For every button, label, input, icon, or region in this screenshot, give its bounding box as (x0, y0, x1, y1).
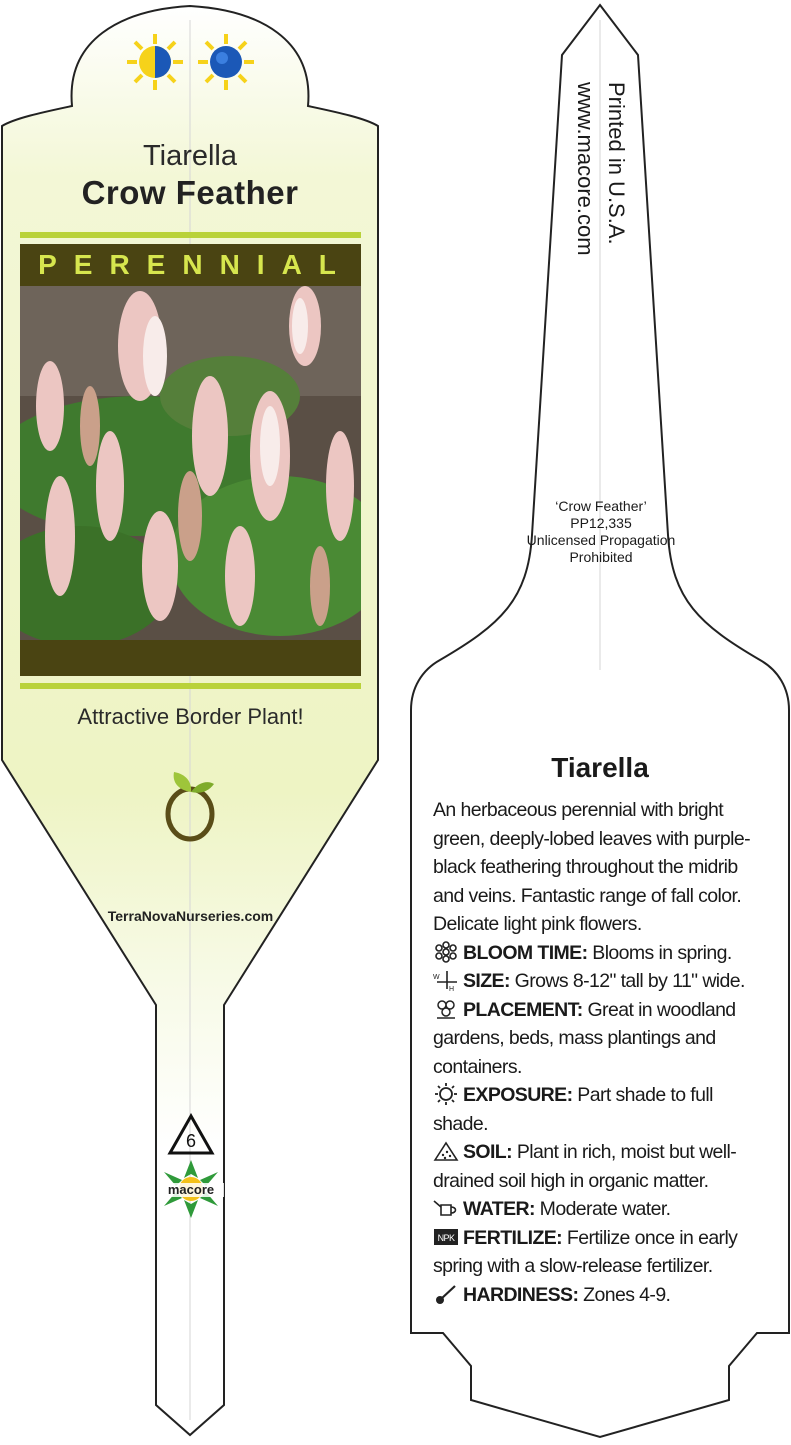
care-label: WATER: (463, 1198, 535, 1220)
category-label: PERENNIAL (20, 244, 361, 286)
svg-text:H: H (449, 986, 454, 991)
care-item-soil (433, 1138, 771, 1195)
plant-photo (20, 286, 361, 640)
recycle-icon (166, 1113, 216, 1161)
full-shade-icon (198, 34, 254, 90)
watering-can-icon (433, 1197, 459, 1219)
back-title: Tiarella (551, 752, 649, 783)
patent-line: Unlicensed Propagation (526, 532, 676, 548)
part-shade-icon (127, 34, 183, 90)
sun-icon (433, 1083, 459, 1105)
care-text: Plant in rich, moist but well-drained soil high in organic matter. (433, 1141, 737, 1192)
care-text: Part shade to full shade. (433, 1084, 713, 1135)
sprout-logo-icon (158, 768, 222, 842)
care-label: BLOOM TIME: (463, 941, 588, 964)
recycle-number: 6 (185, 1131, 197, 1151)
svg-text:W: W (433, 974, 440, 981)
soil-icon (433, 1140, 459, 1162)
care-label: SIZE: (463, 970, 510, 992)
care-item-bloom (433, 939, 771, 968)
care-label: FERTILIZE: (463, 1226, 563, 1249)
printer-website: www.macore.com (573, 82, 598, 256)
front-genus: Tiarella (142, 140, 237, 172)
photo-bottom-bar (20, 640, 361, 676)
care-text: Grows 8-12" tall by 11" wide. (509, 970, 745, 992)
care-label: EXPOSURE: (463, 1084, 573, 1106)
accent-band-lower (20, 683, 361, 689)
care-item-hardiness (433, 1281, 771, 1310)
svg-text:NPK: NPK (437, 1232, 455, 1243)
care-text: Fertilize once in early spring with a slow-release fertilizer. (433, 1226, 738, 1277)
care-label: HARDINESS: (463, 1283, 579, 1306)
patent-notice (468, 498, 734, 566)
plant-description-block (433, 796, 771, 1309)
accent-band (20, 232, 361, 238)
macore-logo (156, 1160, 226, 1218)
care-text: Blooms in spring. (587, 941, 732, 964)
care-item-exposure (433, 1081, 771, 1138)
tagline: Attractive Border Plant! (77, 704, 304, 729)
care-item-fertilize (433, 1224, 771, 1281)
care-item-water (433, 1195, 771, 1224)
size-icon (433, 969, 459, 991)
plants-icon (433, 998, 459, 1020)
printed-in-label: Printed in U.S.A. (604, 82, 629, 245)
care-label: SOIL: (463, 1141, 512, 1163)
description-text: An herbaceous perennial with bright green, deeply-lobed leaves with purple-black feathering throughout the midrib and veins. Fantastic range of fall color. Delicate light pink flowers. (433, 799, 750, 935)
care-label: PLACEMENT: (463, 998, 583, 1021)
patent-line: PP12,335 (570, 515, 632, 531)
macore-logo-text: macore (167, 1182, 215, 1197)
front-cultivar: Crow Feather (81, 174, 299, 211)
care-item-size (433, 967, 771, 996)
care-text: Zones 4-9. (578, 1283, 671, 1306)
care-text: Moderate water. (534, 1198, 671, 1220)
thermometer-icon (433, 1283, 459, 1305)
patent-line: Prohibited (569, 549, 633, 565)
care-text: Great in woodland gardens, beds, mass plantings and containers. (433, 998, 736, 1078)
patent-line: ‘Crow Feather’ (555, 498, 647, 514)
npk-icon (433, 1226, 459, 1248)
flower-icon (433, 941, 459, 963)
care-item-placement (433, 996, 771, 1082)
nursery-website: TerraNovaNurseries.com (107, 908, 274, 924)
